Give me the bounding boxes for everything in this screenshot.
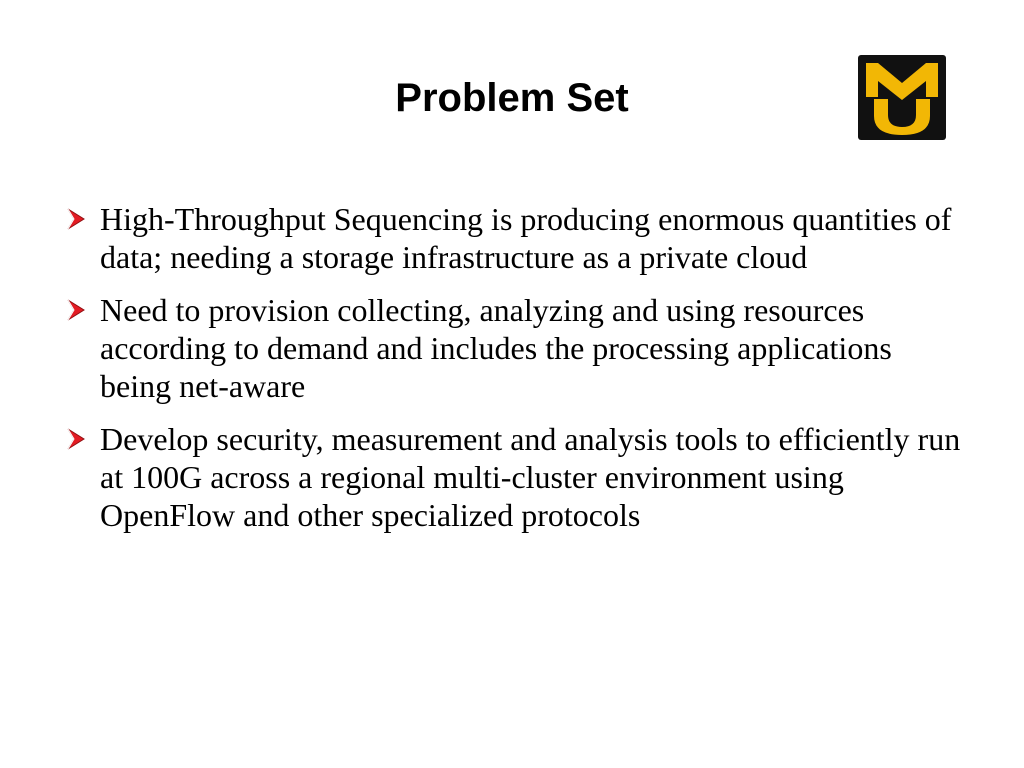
bullet-list	[64, 200, 964, 549]
arrow-bullet-icon	[64, 427, 88, 451]
bullet-item	[64, 420, 964, 534]
bullet-text: Develop security, measurement and analysis tools to efficiently run at 100G across a regional multi-cluster environment using OpenFlow and other specialized protocols	[100, 421, 961, 533]
university-logo	[858, 55, 946, 140]
bullet-text: High-Throughput Sequencing is producing enormous quantities of data; needing a storage infrastructure as a private cloud	[100, 201, 952, 275]
arrow-bullet-icon	[64, 207, 88, 231]
slide-title: Problem Set	[395, 76, 629, 120]
bullet-text: Need to provision collecting, analyzing and using resources according to demand and includes the processing applications being net-aware	[100, 292, 892, 404]
arrow-bullet-icon	[64, 298, 88, 322]
bullet-item	[64, 291, 964, 405]
bullet-item	[64, 200, 964, 276]
